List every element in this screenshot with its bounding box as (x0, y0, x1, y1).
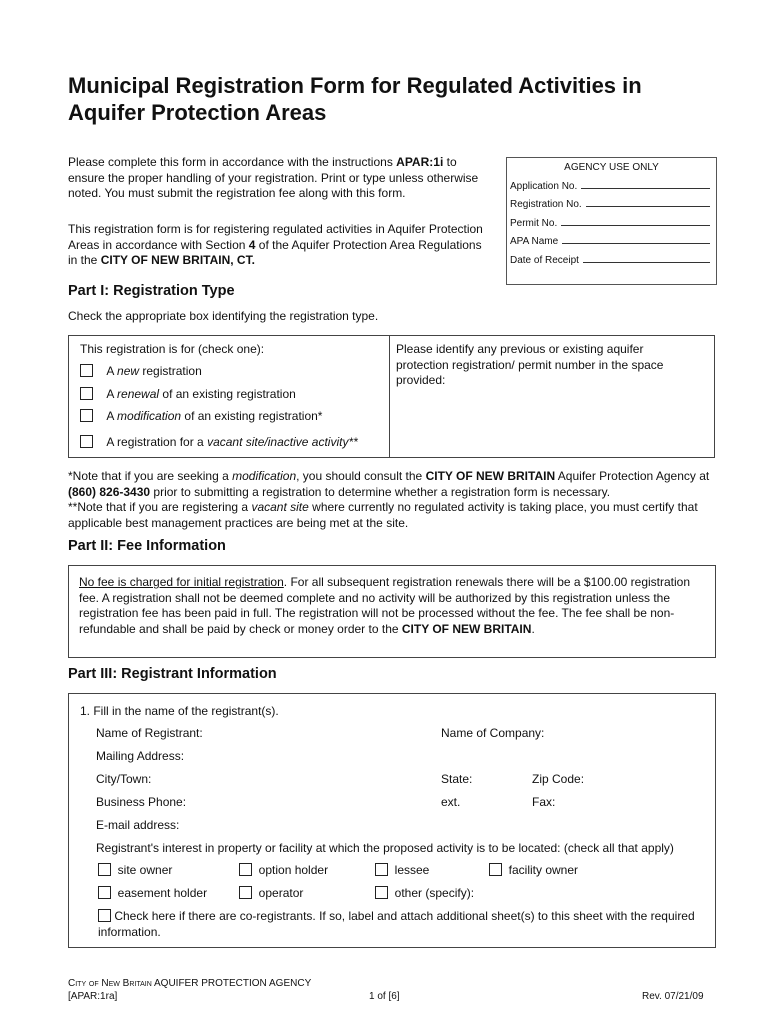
co-registrants-option[interactable]: Check here if there are co-registrants. If so, label and attach additional sheet(s) to this sheet with the required information. (98, 909, 695, 939)
checkbox-vacant-site[interactable] (80, 435, 93, 448)
ext-label[interactable]: ext. (441, 795, 461, 809)
option-modification[interactable]: A modification of an existing registration* (80, 409, 322, 423)
checkbox-easement-holder[interactable] (98, 886, 111, 899)
registrant-item-1: 1. Fill in the name of the registrant(s). (80, 704, 279, 718)
registration-type-box (68, 335, 390, 458)
registrant-info-box (68, 693, 716, 948)
previous-permit-box[interactable] (388, 335, 715, 458)
intro-paragraph-1: Please complete this form in accordance with the instructions APAR:1i to ensure the proper handling of your registration. Print or type unless otherwise noted. You must submit the registration fee along with this form. (68, 155, 479, 200)
application-no-field[interactable]: Application No. (510, 173, 716, 192)
interest-option-holder[interactable]: option holder (239, 863, 328, 877)
zip-code-label[interactable]: Zip Code: (532, 772, 585, 786)
part1-note-2: **Note that if you are registering a vacant site where currently no regulated activity is taking place, you must certify that applicable best management practices are being met at the site. (68, 500, 698, 530)
interest-lessee[interactable]: lessee (375, 863, 429, 877)
name-of-company-label[interactable]: Name of Company: (441, 726, 545, 740)
part1-note-1: *Note that if you are seeking a modification, you should consult the CITY OF NEW BRITAIN Aquifer Protection Agency at (860) 826-3430 prior to submitting a registration to determine whether a registration form is necessary. (68, 469, 710, 499)
registration-type-lead: This registration is for (check one): (80, 342, 265, 356)
checkbox-co-registrants[interactable] (98, 909, 111, 922)
footer-agency: City of New Britain AQUIFER PROTECTION AGENCY (68, 978, 312, 989)
footer-form-code: [APAR:1ra] (68, 991, 118, 1002)
interest-other[interactable]: other (specify): (375, 886, 474, 900)
checkbox-modification[interactable] (80, 409, 93, 422)
option-renewal[interactable]: A renewal of an existing registration (80, 387, 296, 401)
previous-permit-text: Please identify any previous or existing aquifer protection registration/ permit number in the space provided: (396, 342, 664, 387)
part1-heading: Part I: Registration Type (68, 283, 235, 299)
footer-revision: Rev. 07/21/09 (642, 991, 704, 1002)
agency-use-header: AGENCY USE ONLY (564, 162, 659, 173)
state-label[interactable]: State: (441, 772, 473, 786)
part2-heading: Part II: Fee Information (68, 538, 226, 554)
footer-page-number: 1 of [6] (369, 991, 400, 1002)
business-phone-label[interactable]: Business Phone: (96, 795, 187, 809)
fee-info-box (68, 565, 716, 658)
checkbox-operator[interactable] (239, 886, 252, 899)
checkbox-renewal[interactable] (80, 387, 93, 400)
option-new[interactable]: A new registration (80, 364, 202, 378)
date-of-receipt-field[interactable]: Date of Receipt (510, 247, 716, 266)
interest-site-owner[interactable]: site owner (98, 863, 172, 877)
mailing-address-label[interactable]: Mailing Address: (96, 749, 185, 763)
name-of-registrant-label[interactable]: Name of Registrant: (96, 726, 203, 740)
fax-label[interactable]: Fax: (532, 795, 556, 809)
checkbox-site-owner[interactable] (98, 863, 111, 876)
intro-paragraph-2: This registration form is for registering regulated activities in Aquifer Protection Areas in accordance with Section 4 of the Aquifer Protection Area Regulations in the CITY OF NEW BRITAIN, CT. (68, 222, 483, 267)
interest-easement-holder[interactable]: easement holder (98, 886, 207, 900)
interest-label: Registrant's interest in property or facility at which the proposed activity is to be located: (check all that apply) (96, 841, 674, 855)
option-vacant-site[interactable]: A registration for a vacant site/inactive activity** (80, 435, 358, 449)
checkbox-other[interactable] (375, 886, 388, 899)
checkbox-new[interactable] (80, 364, 93, 377)
apa-name-field[interactable]: APA Name (510, 229, 716, 248)
interest-operator[interactable]: operator (239, 886, 303, 900)
city-town-label[interactable]: City/Town: (96, 772, 152, 786)
checkbox-lessee[interactable] (375, 863, 388, 876)
email-label[interactable]: E-mail address: (96, 818, 180, 832)
part3-heading: Part III: Registrant Information (68, 666, 277, 682)
checkbox-facility-owner[interactable] (489, 863, 502, 876)
agency-use-box (506, 157, 717, 285)
fee-info-text: No fee is charged for initial registration. For all subsequent registration renewals there will be a $100.00 registration fee. A registration shall not be deemed complete and no activity will be authorized by this registration unless the registration fee has been paid in full. The registration will not be processed without the fee. The fee shall be non-refundable and shall be paid by check or money order to the CITY OF NEW BRITAIN. (79, 575, 691, 636)
checkbox-option-holder[interactable] (239, 863, 252, 876)
part1-instruction: Check the appropriate box identifying the registration type. (68, 309, 379, 323)
page-title: Municipal Registration Form for Regulated Activities in Aquifer Protection Areas (68, 73, 642, 125)
permit-no-field[interactable]: Permit No. (510, 210, 716, 229)
registration-no-field[interactable]: Registration No. (510, 192, 716, 211)
interest-facility-owner[interactable]: facility owner (489, 863, 578, 877)
